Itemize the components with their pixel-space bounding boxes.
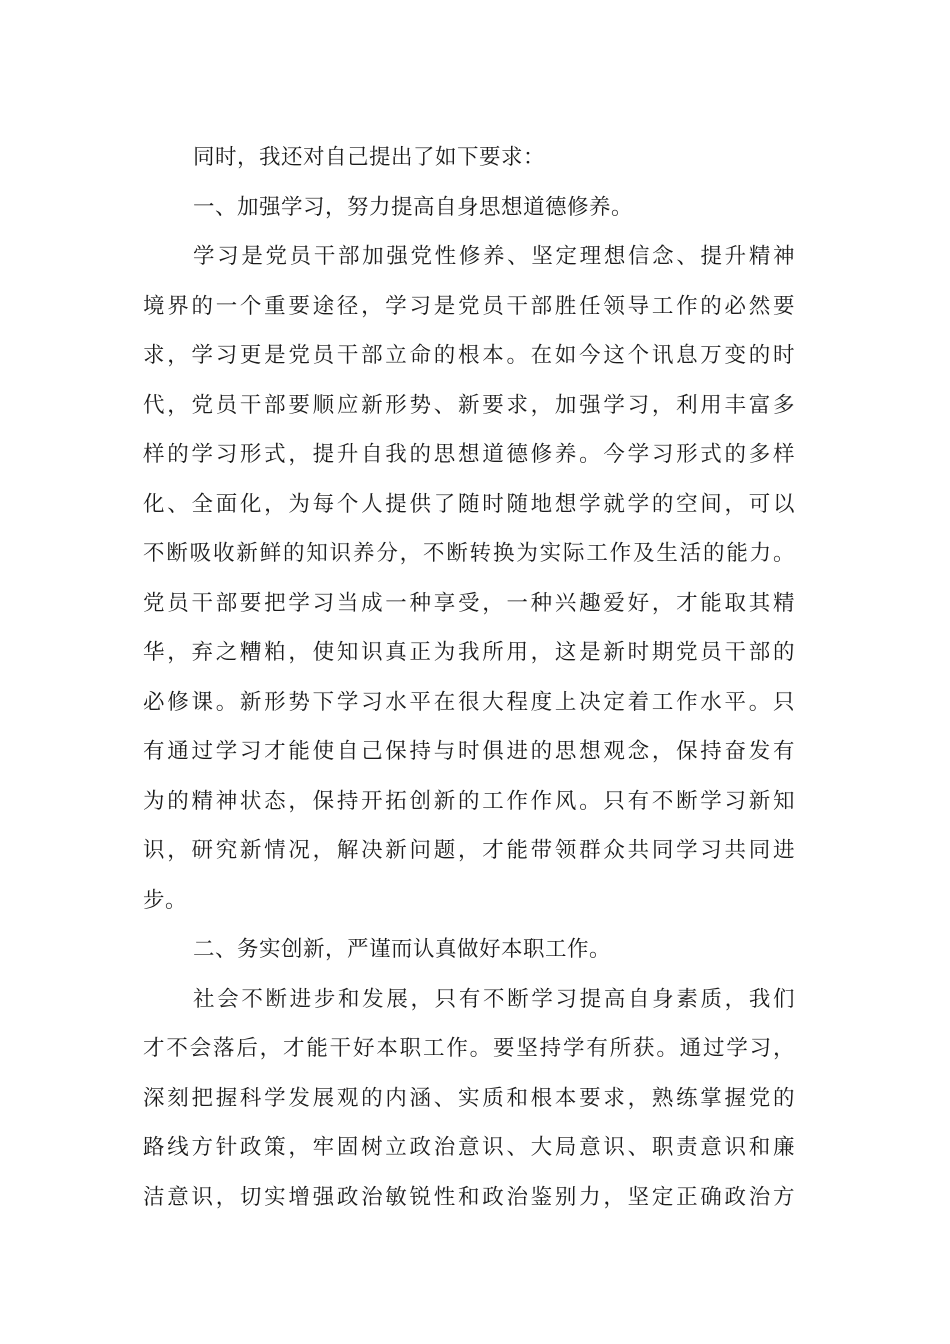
text-line: 二、务实创新，严谨而认真做好本职工作。 [193,937,612,962]
text-line: 不断吸收新鲜的知识养分，不断转换为实际工作及生活的能力。 [143,541,795,566]
text-line: 样的学习形式，提升自我的思想道德修养。今学习形式的多样 [143,442,795,467]
text-line: 同时，我还对自己提出了如下要求： [193,145,546,170]
text-line: 求，学习更是党员干部立命的根本。在如今这个讯息万变的时 [143,343,795,368]
document-body [143,133,795,1222]
text-line: 代，党员干部要顺应新形势、新要求，加强学习，利用丰富多 [143,392,795,418]
text-line: 社会不断进步和发展，只有不断学习提高自身素质，我们 [193,986,795,1012]
text-line: 学习是党员干部加强党性修养、坚定理想信念、提升精神 [193,244,795,269]
text-line: 党员干部要把学习当成一种享受，一种兴趣爱好，才能取其精 [143,590,795,616]
text-line: 有通过学习才能使自己保持与时俱进的思想观念，保持奋发有 [143,739,795,764]
text-line: 路线方针政策，牢固树立政治意识、大局意识、职责意识和廉 [143,1135,795,1160]
text-line: 深刻把握科学发展观的内涵、实质和根本要求，熟练掌握党的 [143,1085,795,1111]
text-line: 识，研究新情况，解决新问题，才能带领群众共同学习共同进 [143,838,795,863]
text-line: 步。 [143,887,188,913]
text-line: 才不会落后，才能干好本职工作。要坚持学有所获。通过学习， [143,1036,795,1061]
text-line: 境界的一个重要途径，学习是党员干部胜任领导工作的必然要 [143,293,795,319]
text-line: 一、加强学习，努力提高自身思想道德修养。 [193,194,634,220]
text-line: 华，弃之糟粕，使知识真正为我所用，这是新时期党员干部的 [143,640,795,665]
text-line: 洁意识，切实增强政治敏锐性和政治鉴别力，坚定正确政治方 [143,1184,795,1210]
text-line: 化、全面化，为每个人提供了随时随地想学就学的空间，可以 [143,491,795,517]
text-line: 为的精神状态，保持开拓创新的工作作风。只有不断学习新知 [143,788,795,814]
text-line: 必修课。新形势下学习水平在很大程度上决定着工作水平。只 [143,689,795,715]
